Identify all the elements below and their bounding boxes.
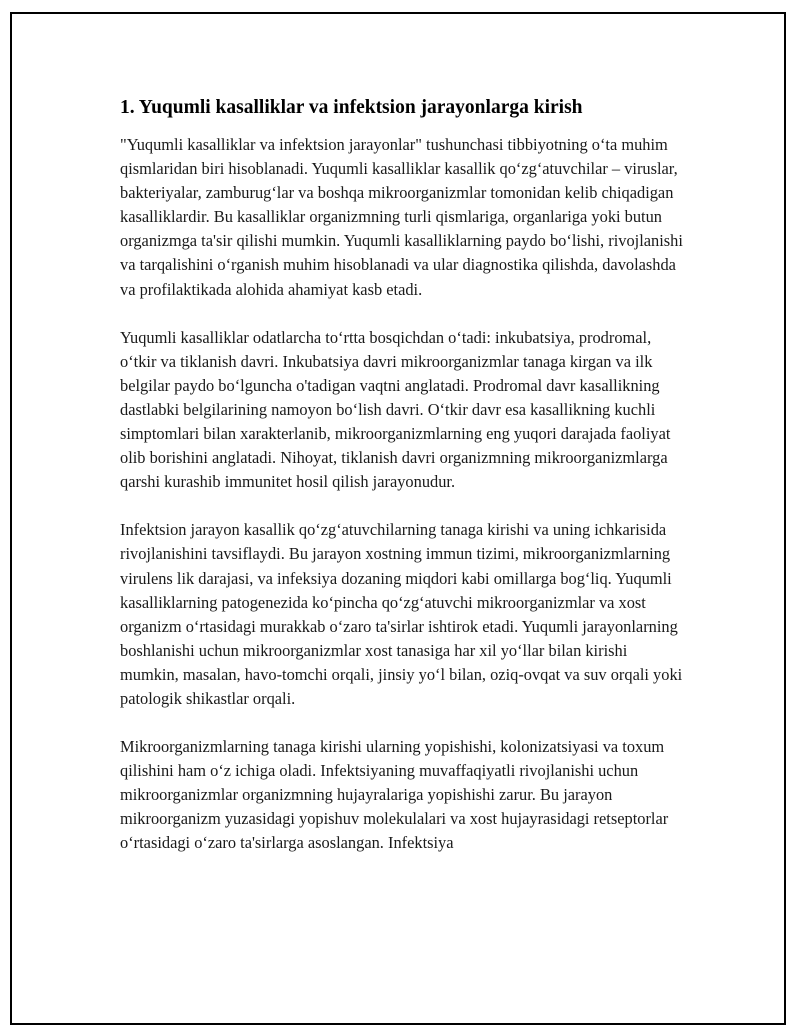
document-page [10, 12, 786, 1025]
paragraph-2: Yuqumli kasalliklar odatlarcha to‘rtta bosqichdan o‘tadi: inkubatsiya, prodromal, o‘tkir va tiklanish davri. Inkubatsiya davri mikroorganizmlar tanaga kirgan va ilk belgilar paydo bo‘lguncha o'tadigan vaqtni anglatadi. Prodromal davr kasallikning dastlabki belgilarining namoyon bo‘lish davri. O‘tkir davr esa kasallikning kuchli simptomlari bilan xarakterlanib, mikroorganizmlarning eng yuqori darajada faoliyat olib borishini anglatadi. Nihoyat, tiklanish davri organizmning mikroorganizmlarga qarshi kurashib immunitet hosil qilish jarayonudur. [120, 327, 671, 492]
section-heading: 1. Yuqumli kasalliklar va infektsion jarayonlarga kirish [120, 97, 583, 118]
paragraph-1: "Yuqumli kasalliklar va infektsion jarayonlar" tushunchasi tibbiyotning o‘ta muhim qismlaridan biri hisoblanadi. Yuqumli kasalliklar kasallik qo‘zg‘atuvchilar – viruslar, bakteriyalar, zamburug‘lar va boshqa mikroorganizmlar tomonidan kelib chiqadigan kasalliklardir. Bu kasalliklar organizmning turli qismlariga, organlariga yoki butun organizmga ta'sir qilishi mumkin. Yuqumli kasalliklarning paydo bo‘lishi, rivojlanishi va tarqalishini o‘rganish muhim hisoblanadi va ular diagnostika qilishda, davolashda va profilaktikada alohida ahamiyat kasb etadi. [120, 135, 683, 299]
document-body [120, 94, 688, 880]
paragraph-4: Mikroorganizmlarning tanaga kirishi ularning yopishishi, kolonizatsiyasi va toxum qilishini ham o‘z ichiga oladi. Infektsiyaning muvaffaqiyatli rivojlanishi uchun mikroorganizmlar organizmning hujayralariga yopishishi zarur. Bu jarayon mikroorganizm yuzasidagi yopishuv molekulalari va xost hujayrasidagi retseptorlar o‘rtasidagi o‘zaro ta'sirlarga asoslangan. Infektsiya [120, 737, 669, 853]
paragraph-3: Infektsion jarayon kasallik qo‘zg‘atuvchilarning tanaga kirishi va uning ichkarisida rivojlanishini tavsiflaydi. Bu jarayon xostning immun tizimi, mikroorganizmlarning virulens lik darajasi, va infeksiya dozaning miqdori kabi omillarga bog‘liq. Yuqumli kasalliklarning patogenezida ko‘pincha qo‘zg‘atuvchi mikroorganizmlar va xost organizm o‘rtasidagi murakkab o‘zaro ta'sirlar ishtirok etadi. Yuqumli jarayonlarning boshlanishi uchun mikroorganizmlar xost tanasiga har xil yo‘llar bilan kirishi mumkin, masalan, havo-tomchi orqali, jinsiy yo‘l bilan, oziq-ovqat va suv orqali yoki patologik shikastlar orqali. [120, 520, 683, 708]
